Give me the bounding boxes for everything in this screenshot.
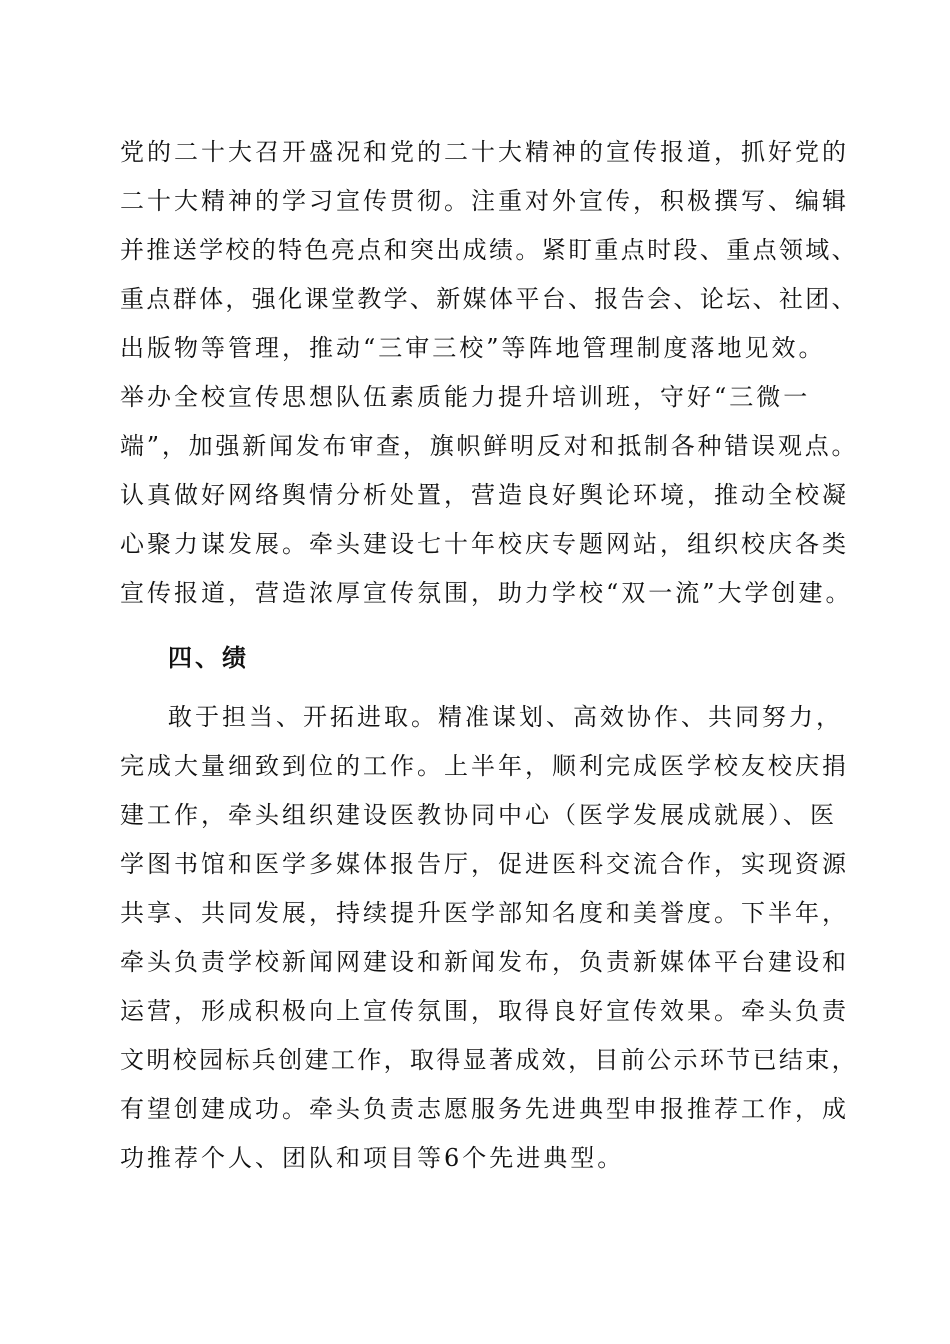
paragraph-line: 学图书馆和医学多媒体报告厅，促进医科交流合作，实现资源 (120, 850, 849, 878)
paragraph-line: 党的二十大召开盛况和党的二十大精神的宣传报道，抓好党的 (120, 138, 849, 166)
paragraph-line: 共享、共同发展，持续提升医学部知名度和美誉度。下半年， (120, 899, 849, 927)
paragraph-line: 并推送学校的特色亮点和突出成绩。紧盯重点时段、重点领域、 (120, 236, 858, 264)
paragraph-line: 完成大量细致到位的工作。上半年，顺利完成医学校友校庆捐 (120, 752, 849, 780)
paragraph-line: 功推荐个人、团队和项目等6个先进典型。 (120, 1144, 625, 1172)
paragraph-line: 认真做好网络舆情分析处置，营造良好舆论环境，推动全校凝 (120, 481, 849, 509)
section-heading: 四、绩 (168, 643, 249, 672)
paragraph-line: 重点群体，强化课堂教学、新媒体平台、报告会、论坛、社团、 (120, 285, 858, 313)
paragraph-line: 举办全校宣传思想队伍素质能力提升培训班，守好“三微一 (120, 383, 811, 411)
paragraph-line: 有望创建成功。牵头负责志愿服务先进典型申报推荐工作，成 (120, 1095, 849, 1123)
paragraph-line: 端”，加强新闻发布审查，旗帜鲜明反对和抵制各种错误观点。 (120, 432, 859, 460)
paragraph-line: 建工作，牵头组织建设医教协同中心（医学发展成就展）、医 (120, 801, 837, 829)
paragraph-line: 心聚力谋发展。牵头建设七十年校庆专题网站，组织校庆各类 (120, 530, 849, 558)
paragraph-line: 运营，形成积极向上宣传氛围，取得良好宣传效果。牵头负责 (120, 997, 849, 1025)
paragraph-line: 牵头负责学校新闻网建设和新闻发布，负责新媒体平台建设和 (120, 948, 849, 976)
paragraph-line: 敢于担当、开拓进取。精准谋划、高效协作、共同努力， (168, 703, 843, 731)
paragraph-line: 二十大精神的学习宣传贯彻。注重对外宣传，积极撰写、编辑 (120, 187, 849, 215)
paragraph-line: 文明校园标兵创建工作，取得显著成效，目前公示环节已结束， (120, 1046, 858, 1074)
paragraph-line: 出版物等管理，推动“三审三校”等阵地管理制度落地见效。 (120, 334, 826, 362)
paragraph-line: 宣传报道，营造浓厚宣传氛围，助力学校“双一流”大学创建。 (120, 579, 853, 607)
